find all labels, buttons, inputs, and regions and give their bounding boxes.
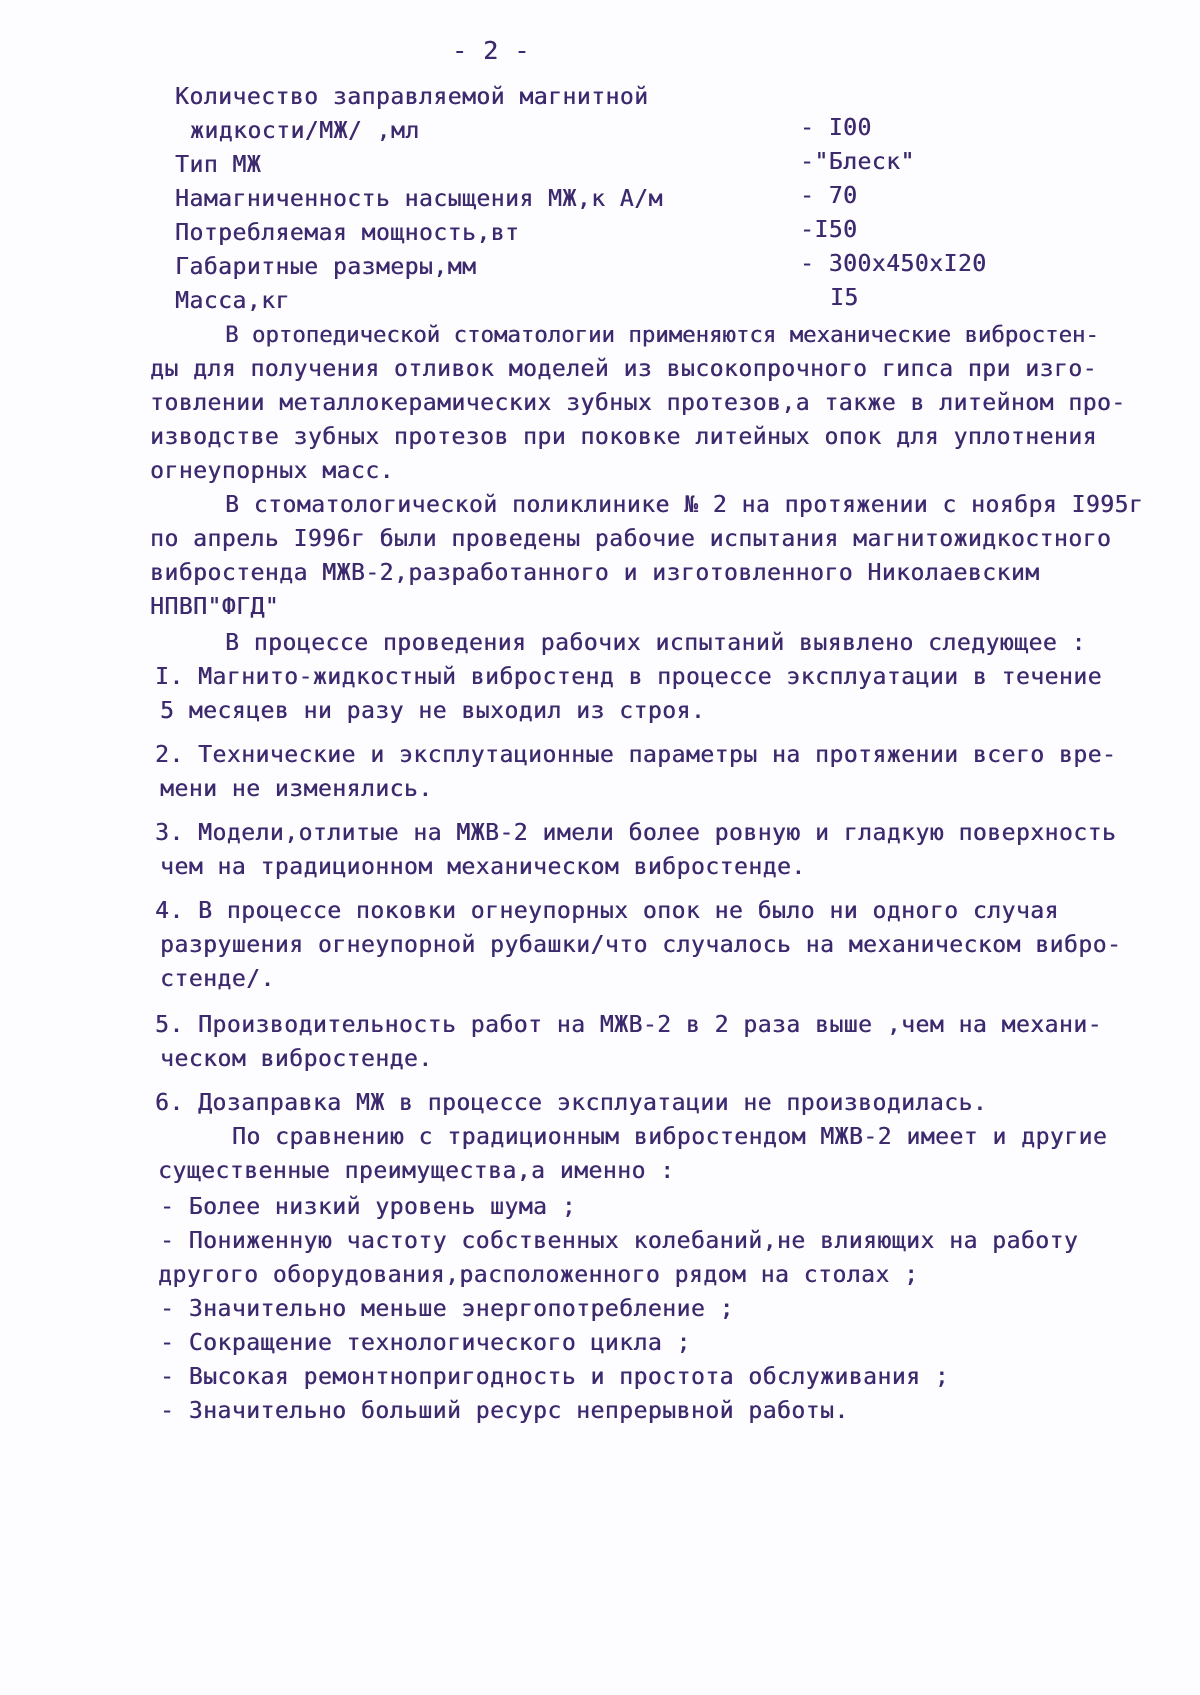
finding-item-cont: разрушения огнеупорной рубашки/что случалось на механическом вибро- bbox=[160, 932, 1122, 958]
paragraph-line: В процессе проведения рабочих испытаний выявлено следующее : bbox=[225, 630, 1086, 656]
finding-item-cont: 5 месяцев ни разу не выходил из строя. bbox=[160, 698, 706, 724]
advantage-item: - Пониженную частоту собственных колебаний,не влияющих на работу bbox=[160, 1228, 1079, 1254]
advantage-item: - Более низкий уровень шума ; bbox=[160, 1194, 577, 1220]
paragraph-line: изводстве зубных протезов при поковке литейных опок для уплотнения bbox=[150, 424, 1097, 450]
paragraph-line: ды для получения отливок моделей из высокопрочного гипса при изго- bbox=[150, 356, 1097, 382]
paragraph-line: товлении металлокерамических зубных протезов,а также в литейном про- bbox=[150, 390, 1126, 416]
finding-item: 3. Модели,отлитые на МЖВ-2 имели более ровную и гладкую поверхность bbox=[155, 820, 1117, 846]
paragraph-line: По сравнению с традиционным вибростендом МЖВ-2 имеет и другие bbox=[232, 1124, 1108, 1150]
finding-item-cont: мени не изменялись. bbox=[160, 776, 433, 802]
paragraph-line: В ортопедической стоматологии применяются механические вибростен- bbox=[225, 322, 1099, 348]
advantage-item: - Высокая ремонтнопригодность и простота обслуживания ; bbox=[160, 1364, 950, 1390]
advantage-item: - Значительно больший ресурс непрерывной работы. bbox=[160, 1398, 849, 1424]
finding-item-cont: ческом вибростенде. bbox=[160, 1046, 433, 1072]
page-number: - 2 - bbox=[452, 36, 530, 65]
spec-value: I5 bbox=[830, 285, 859, 311]
spec-label: Потребляемая мощность,вт bbox=[175, 220, 520, 246]
finding-item-cont: чем на традиционном механическом вибростенде. bbox=[160, 854, 806, 880]
spec-label: Габаритные размеры,мм bbox=[175, 254, 477, 280]
spec-value: - 70 bbox=[800, 183, 858, 209]
finding-item: 6. Дозаправка МЖ в процессе эксплуатации не производилась. bbox=[155, 1090, 988, 1116]
finding-item: 4. В процессе поковки огнеупорных опок не было ни одного случая bbox=[155, 898, 1059, 924]
spec-value: -I50 bbox=[800, 217, 858, 243]
spec-label: Тип МЖ bbox=[175, 152, 262, 178]
finding-item: 5. Производительность работ на МЖВ-2 в 2 раза выше ,чем на механи- bbox=[155, 1012, 1102, 1038]
spec-value: - I00 bbox=[800, 115, 872, 141]
finding-item: 2. Технические и эксплутационные параметры на протяжении всего вре- bbox=[155, 742, 1117, 768]
spec-label: Намагниченность насыщения МЖ,к А/м bbox=[175, 186, 663, 212]
spec-label: Количество заправляемой магнитной bbox=[175, 84, 649, 110]
spec-label: Масса,кг bbox=[175, 288, 290, 314]
paragraph-line: НПВП"ФГД" bbox=[150, 594, 280, 620]
spec-value: - 300x450xI20 bbox=[800, 251, 987, 277]
finding-item-cont: стенде/. bbox=[160, 966, 275, 992]
finding-item: I. Магнито-жидкостный вибростенд в процессе эксплуатации в течение bbox=[155, 664, 1102, 690]
spec-label: жидкости/МЖ/ ,мл bbox=[190, 118, 420, 144]
advantage-item: - Сокращение технологического цикла ; bbox=[160, 1330, 691, 1356]
paragraph-line: В стоматологической поликлинике № 2 на протяжении с ноября I995г bbox=[225, 492, 1144, 518]
paragraph-line: огнеупорных масс. bbox=[150, 458, 394, 484]
paragraph-line: существенные преимущества,а именно : bbox=[158, 1158, 675, 1184]
paragraph-line: вибростенда МЖВ-2,разработанного и изготовленного Николаевским bbox=[150, 560, 1040, 586]
advantage-item: - Значительно меньше энергопотребление ; bbox=[160, 1296, 734, 1322]
paragraph-line: по апрель I996г были проведены рабочие испытания магнитожидкостного bbox=[150, 526, 1112, 552]
advantage-item-cont: другого оборудования,расположенного рядом на столах ; bbox=[158, 1262, 919, 1288]
spec-value: -"Блеск" bbox=[800, 149, 915, 175]
